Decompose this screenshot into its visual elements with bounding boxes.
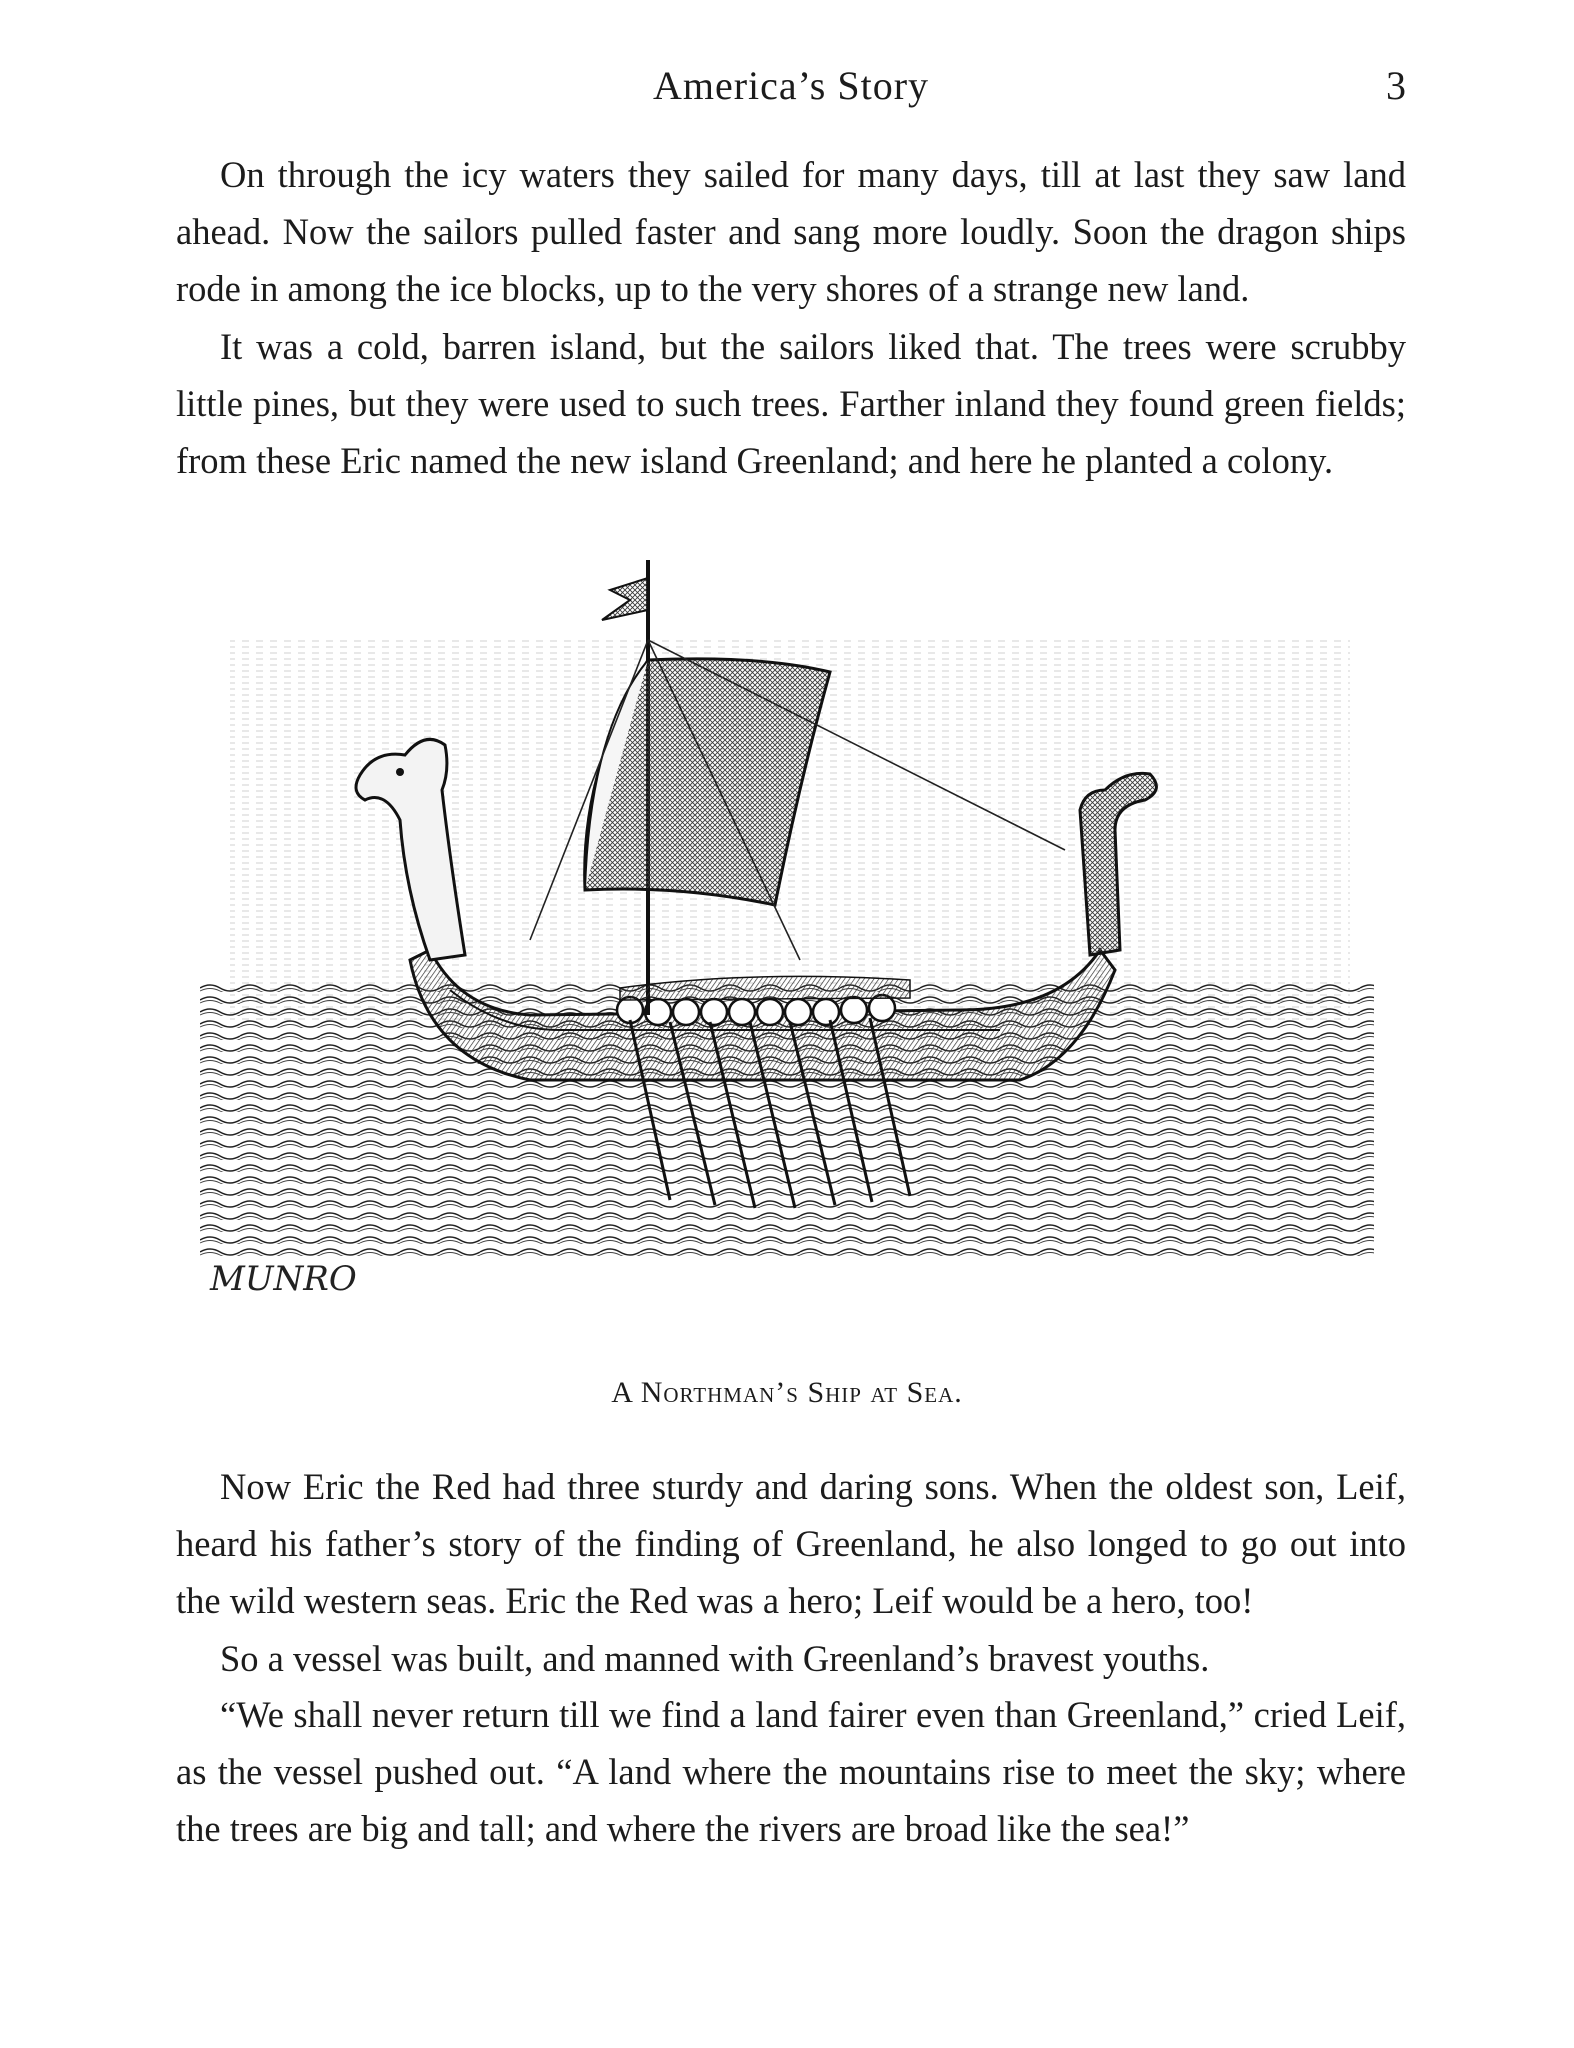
paragraph-2: It was a cold, barren island, but the sailors liked that. The trees were scrubby little pines, but they were used to such trees. Farther inland they found green fields; from these Eric named the new island Greenland; and here he planted a colony.: [176, 326, 1406, 481]
figure-caption: A Northman’s Ship at Sea.: [611, 1376, 963, 1409]
artist-signature: [209, 1259, 357, 1299]
running-title: America’s Story: [652, 63, 930, 108]
paragraph-1: On through the icy waters they sailed for many days, till at last they saw land ahead. Now the sailors pulled faster and sang more loudly. Soon the dragon ships rode in among the ice blocks, up to the very shores of a strange new land.: [176, 154, 1406, 309]
running-head: [176, 62, 1406, 122]
paragraph-4: So a vessel was built, and manned with Greenland’s bravest youths.: [220, 1638, 1210, 1679]
paragraph-5: “We shall never return till we find a land fairer even than Greenland,” cried Leif, as the vessel pushed out. “A land where the mountains rise to meet the sky; where the trees are big and tall; and where the rivers are broad like the sea!”: [176, 1694, 1406, 1849]
ship-illustration: [200, 560, 1374, 1360]
svg-text:MUNRO: MUNRO: [210, 1259, 357, 1299]
page-number: 3: [1386, 63, 1406, 108]
paragraph-3: Now Eric the Red had three sturdy and daring sons. When the oldest son, Leif, heard his father’s story of the finding of Greenland, he also longed to go out into the wild western seas. Eric the Red was a hero; Leif would be a hero, too!: [176, 1466, 1406, 1621]
